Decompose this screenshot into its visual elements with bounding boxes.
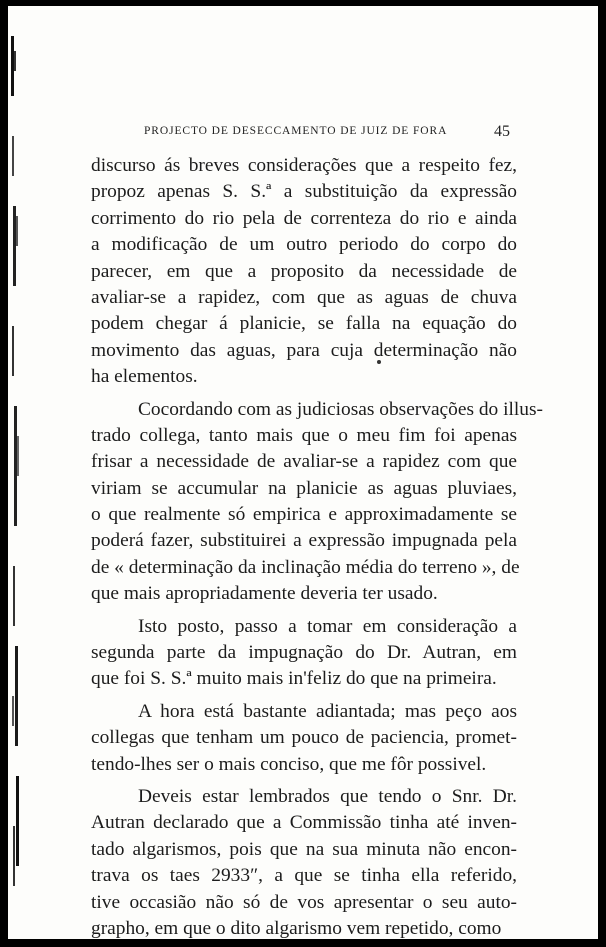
text-line: tive occasião não só de vos apresentar o seu auto-	[91, 891, 517, 913]
text-line: Autran declarado que a Commissão tinha até inven-	[91, 812, 517, 834]
paragraph	[91, 397, 543, 608]
book-page	[8, 6, 598, 939]
text-line: frisar a necessidade de avaliar-se a rapidez com que	[91, 451, 517, 473]
text-line: trado collega, tanto mais que o meu fim foi apenas	[91, 424, 517, 446]
text-line: segunda parte da impugnação do Dr. Autran, em	[91, 642, 517, 664]
text-line: Cocordando com as judiciosas observações do illus-	[138, 398, 543, 420]
text-line: o que realmente só empirica e approximadamente se	[91, 504, 517, 526]
text-line: grapho, em que o dito algarismo vem repetido, como	[91, 917, 502, 939]
paragraph	[91, 784, 517, 942]
text-line: Isto posto, passo a tomar em consideração a	[138, 615, 517, 637]
text-line: poderá fazer, substituirei a expressão impugnada pela	[91, 530, 517, 552]
text-line: ha elementos.	[91, 366, 198, 388]
text-line: parecer, em que a proposito da necessidade de	[91, 260, 517, 282]
running-header	[8, 123, 598, 143]
body-text	[91, 153, 543, 942]
text-line: A hora está bastante adiantada; mas peço aos	[138, 700, 517, 722]
page-binding-edge	[8, 6, 30, 939]
text-line: propoz apenas S. S.ª a substituição da expressão	[91, 181, 517, 203]
text-line: movimento das aguas, para cuja determinação não	[91, 339, 517, 361]
paragraph	[91, 153, 517, 391]
text-line: viriam se accumular na planicie as aguas pluviaes,	[91, 477, 517, 499]
paragraph	[91, 614, 517, 693]
page-number: 45	[494, 123, 510, 140]
text-line: podem chegar á planicie, se falla na equação do	[91, 313, 517, 335]
text-line: tendo-lhes ser o mais conciso, que me fôr possivel.	[91, 753, 487, 775]
text-line: corrimento do rio pela de correnteza do rio e ainda	[91, 207, 517, 229]
paragraph	[91, 699, 517, 778]
text-line: a modificação de um outro periodo do corpo do	[91, 234, 517, 256]
text-line: avaliar-se a rapidez, com que as aguas de chuva	[91, 286, 517, 308]
running-title: PROJECTO DE DESECCAMENTO DE JUIZ DE FORA	[144, 125, 448, 137]
text-line: discurso ás breves considerações que a respeito fez,	[91, 155, 517, 176]
text-line: tado algarismos, pois que na sua minuta não encon-	[91, 838, 517, 860]
text-line: Deveis estar lembrados que tendo o Snr. Dr.	[138, 785, 517, 807]
text-line: que mais apropriadamente deveria ter usado.	[91, 583, 438, 605]
text-line: que foi S. S.ª muito mais in'feliz do que na primeira.	[91, 668, 497, 690]
text-line: trava os taes 2933″, a que se tinha ella referido,	[91, 865, 517, 887]
text-line: collegas que tenham um pouco de paciencia, promet-	[91, 727, 517, 749]
text-line: de « determinação da inclinação média do terreno », de	[91, 556, 520, 578]
